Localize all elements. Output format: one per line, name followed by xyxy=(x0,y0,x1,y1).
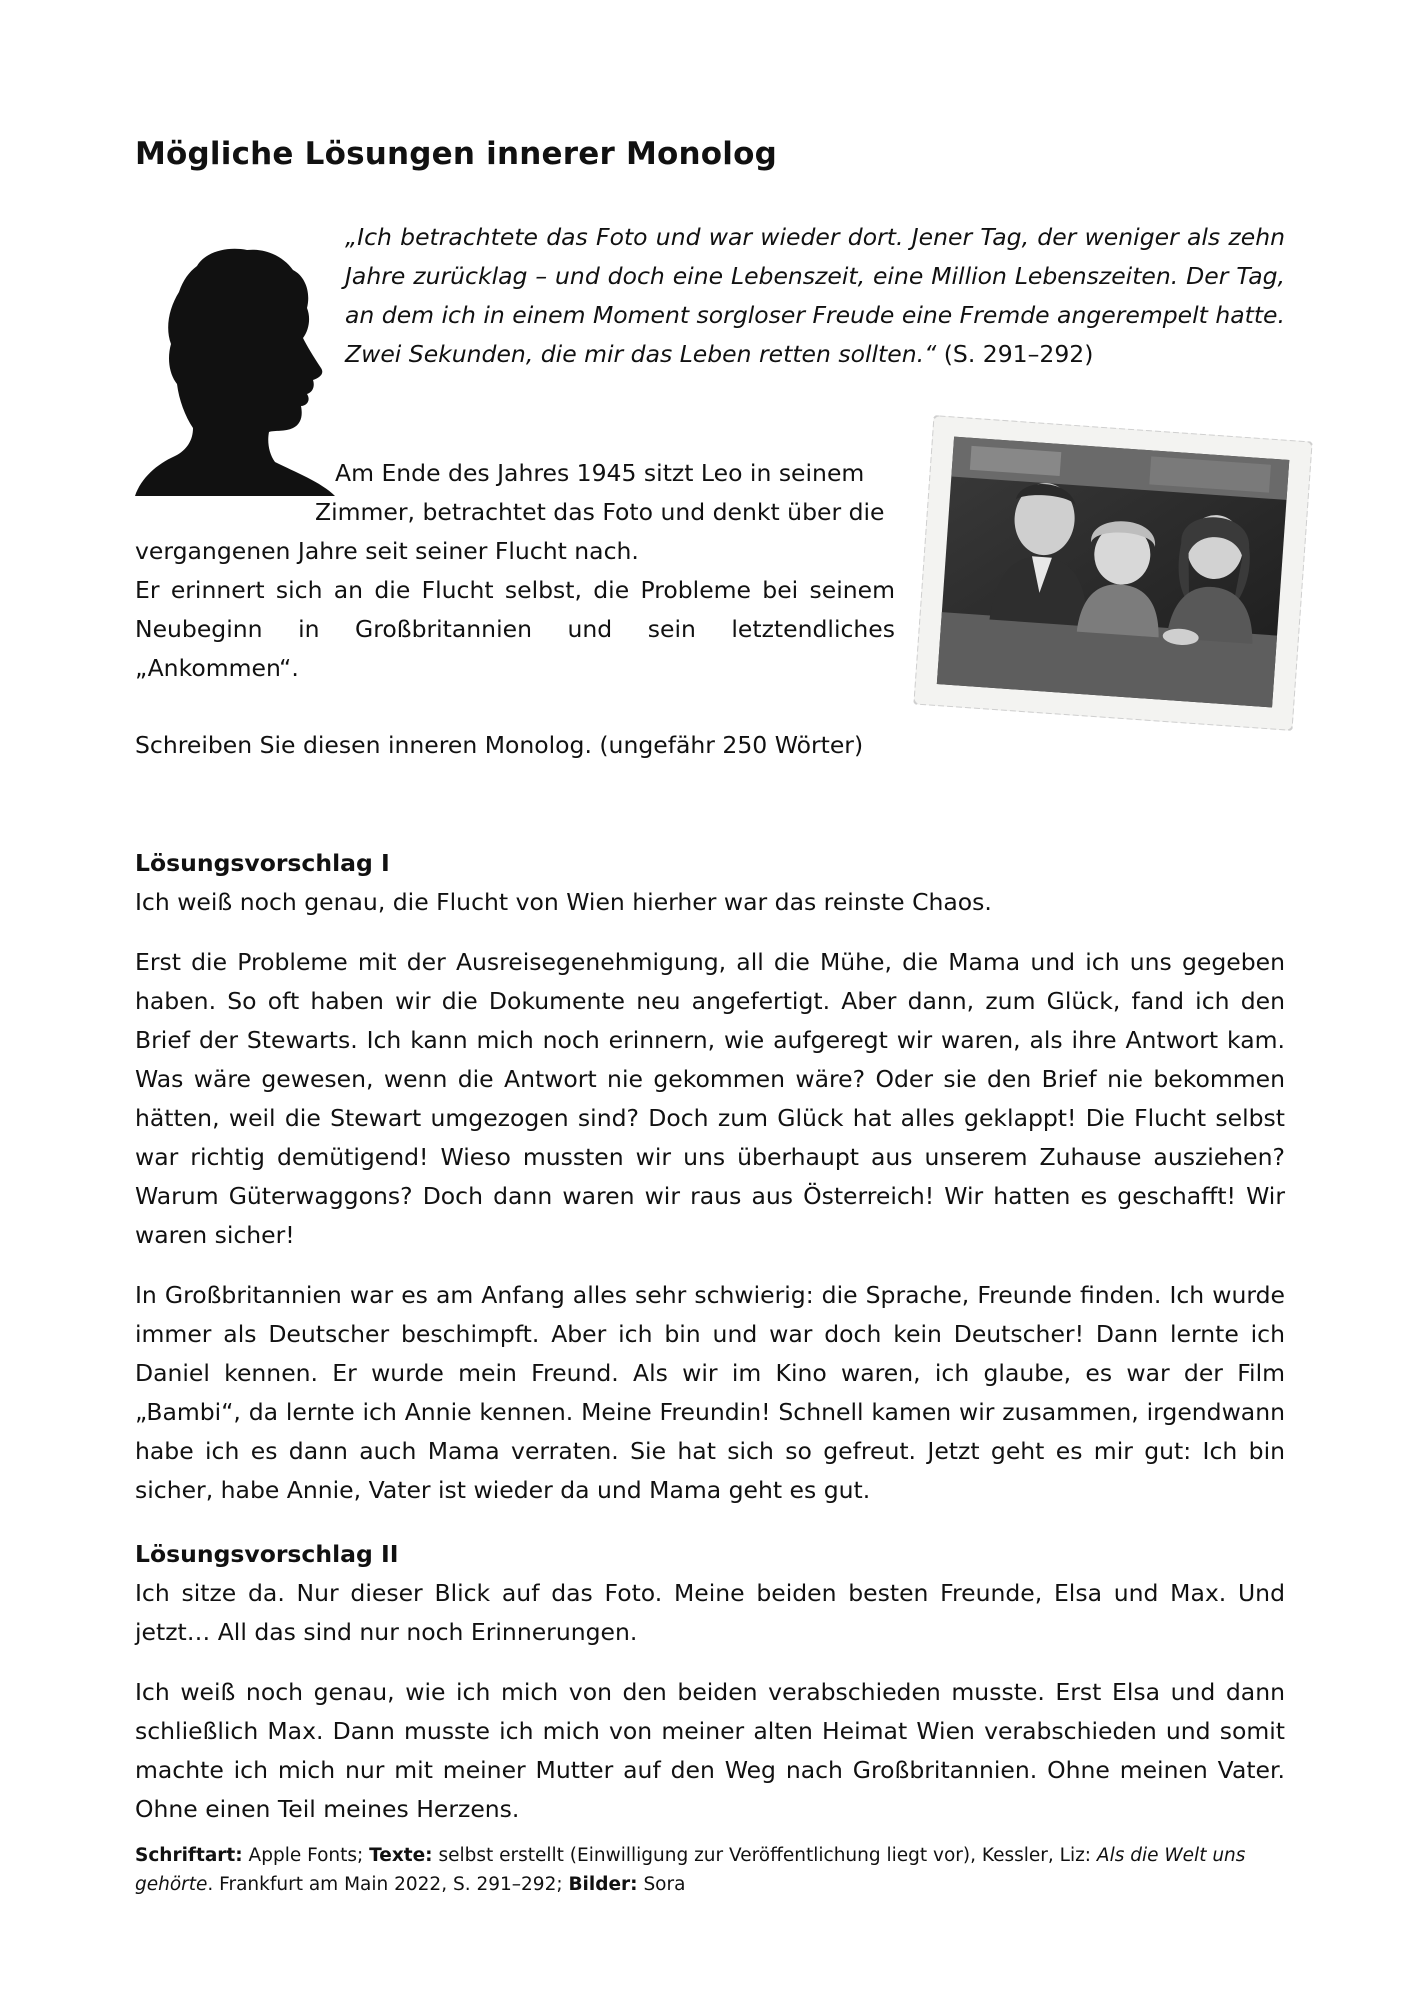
credits-footer xyxy=(135,1841,1285,1899)
page-title: Mögliche Lösungen innerer Monolog xyxy=(135,136,777,172)
book-title: Als die Welt uns gehörte xyxy=(135,1845,1246,1895)
intro-line-3: vergangenen Jahre seit seiner Flucht nach. xyxy=(135,537,639,565)
vintage-children-photo xyxy=(913,415,1312,731)
worksheet-page xyxy=(135,0,1285,2000)
solution-2-heading: Lösungsvorschlag II xyxy=(135,1540,399,1568)
quote-source: (S. 291–292) xyxy=(936,340,1094,368)
solutions-section xyxy=(135,844,1285,1850)
solution-2-paragraph-1: Ich sitze da. Nur dieser Blick auf das Foto. Meine beiden besten Freunde, Elsa und Max. Und jetzt… All das sind nur noch Erinnerungen. xyxy=(135,1579,1285,1646)
images-label: Bilder: xyxy=(568,1874,638,1895)
task-introduction xyxy=(135,454,895,688)
font-label: Schriftart: xyxy=(135,1845,243,1866)
solution-2-paragraph-2: Ich weiß noch genau, wie ich mich von den beiden verabschieden musste. Erst Elsa und dann schließlich Max. Dann musste ich mich von meiner alten Heimat Wien verabschieden und somit machte ich mich nur mit meiner Mutter auf den Weg nach Großbritannien. Ohne meinen Vater. Ohne einen Teil meines Herzens. xyxy=(135,1678,1285,1823)
writing-task: Schreiben Sie diesen inneren Monolog. (ungefähr 250 Wörter) xyxy=(135,731,864,759)
book-publication: . Frankfurt am Main 2022, S. 291–292; xyxy=(207,1874,569,1895)
novel-quote xyxy=(345,218,1285,374)
font-value: Apple Fonts; xyxy=(242,1845,370,1866)
solution-1-paragraph-1: Ich weiß noch genau, die Flucht von Wien hierher war das reinste Chaos. xyxy=(135,888,992,916)
texts-label: Texte: xyxy=(369,1845,433,1866)
intro-line-4: Er erinnert sich an die Flucht selbst, die Probleme bei seinem Neubeginn in Großbritannien und sein letztendliches „Ankommen“. xyxy=(135,576,895,682)
solution-1-paragraph-3: In Großbritannien war es am Anfang alles sehr schwierig: die Sprache, Freunde finden. Ich wurde immer als Deutscher beschimpft. Aber ich bin und war doch kein Deutscher! Dann lernte ich Daniel kennen. Er wurde mein Freund. Als wir im Kino waren, ich glaube, es war der Film „Bambi“, da lernte ich Annie kennen. Meine Freundin! Schnell kamen wir zusammen, irgendwann habe ich es dann auch Mama verraten. Sie hat sich so gefreut. Jetzt geht es mir gut: Ich bin sicher, habe Annie, Vater ist wieder da und Mama geht es gut. xyxy=(135,1281,1285,1504)
intro-line-1: Am Ende des Jahres 1945 sitzt Leo in seinem xyxy=(335,459,865,487)
quote-text: „Ich betrachtete das Foto und war wieder dort. Jener Tag, der weniger als zehn Jahre zurücklag – und doch eine Lebenszeit, eine Million Lebenszeiten. Der Tag, an dem ich in einem Moment sorgloser Freude eine Fremde angerempelt hatte. Zwei Sekunden, die mir das Leben retten sollten.“ xyxy=(345,223,1285,368)
solution-1-paragraph-2: Erst die Probleme mit der Ausreisegenehmigung, all die Mühe, die Mama und ich uns gegeben haben. So oft haben wir die Dokumente neu angefertigt. Aber dann, zum Glück, fand ich den Brief der Stewarts. Ich kann mich noch erinnern, wie aufgeregt wir waren, als ihre Antwort kam. Was wäre gewesen, wenn die Antwort nie gekommen wäre? Oder sie den Brief nie bekommen hätten, weil die Stewart umgezogen sind? Doch zum Glück hat alles geklappt! Die Flucht selbst war richtig demütigend! Wieso mussten wir uns überhaupt aus unserem Zuhause ausziehen? Warum Güterwaggons? Doch dann waren wir raus aus Österreich! Wir hatten es geschafft! Wir waren sicher! xyxy=(135,948,1285,1249)
solution-1-heading: Lösungsvorschlag I xyxy=(135,849,390,877)
texts-value: selbst erstellt (Einwilligung zur Veröffentlichung liegt vor), Kessler, Liz: xyxy=(432,1845,1097,1866)
intro-line-2: Zimmer, betrachtet das Foto und denkt über die xyxy=(315,498,885,526)
images-value: Sora xyxy=(637,1874,686,1895)
